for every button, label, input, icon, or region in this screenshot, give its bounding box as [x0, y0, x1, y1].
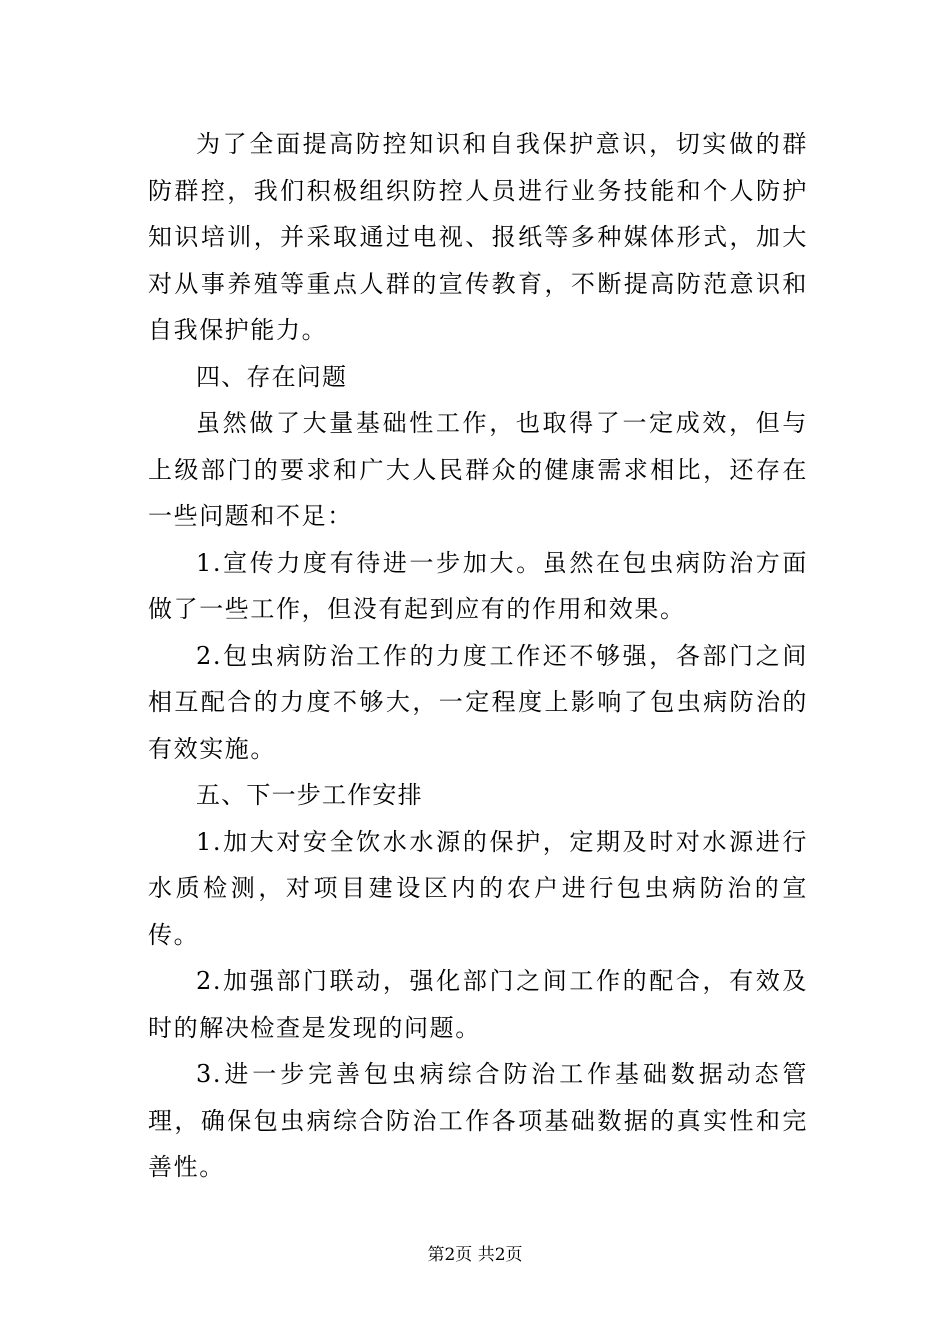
paragraph-problem-2: 2.包虫病防治工作的力度工作还不够强，各部门之间相互配合的力度不够大，一定程度上影响了包虫病防治的有效实施。: [148, 641, 808, 763]
paragraph-problem-1: 1.宣传力度有待进一步加大。虽然在包虫病防治方面做了一些工作，但没有起到应有的作用和效果。: [148, 548, 808, 623]
document-body: [148, 121, 808, 1191]
section-heading-problems: 四、存在问题: [196, 362, 348, 391]
paragraph-step-2: 2.加强部门联动，强化部门之间工作的配合，有效及时的解决检查是发现的问题。: [148, 967, 808, 1042]
paragraph-problems-intro: 虽然做了大量基础性工作，也取得了一定成效，但与上级部门的要求和广大人民群众的健康需求相比，还存在一些问题和不足：: [148, 409, 808, 530]
page-number-footer: 第2页 共2页: [427, 1245, 523, 1265]
paragraph-step-1: 1.加大对安全饮水水源的保护，定期及时对水源进行水质检测，对项目建设区内的农户进行包虫病防治的宣传。: [148, 827, 808, 949]
section-heading-next-steps: 五、下一步工作安排: [196, 781, 423, 809]
paragraph-step-3: 3.进一步完善包虫病综合防治工作基础数据动态管理，确保包虫病综合防治工作各项基础数据的真实性和完善性。: [148, 1060, 808, 1181]
paragraph-awareness-training: 为了全面提高防控知识和自我保护意识，切实做的群防群控，我们积极组织防控人员进行业务技能和个人防护知识培训，并采取通过电视、报纸等多种媒体形式，加大对从事养殖等重点人群的宣传教育，不断提高防范意识和自我保护能力。: [148, 130, 808, 344]
